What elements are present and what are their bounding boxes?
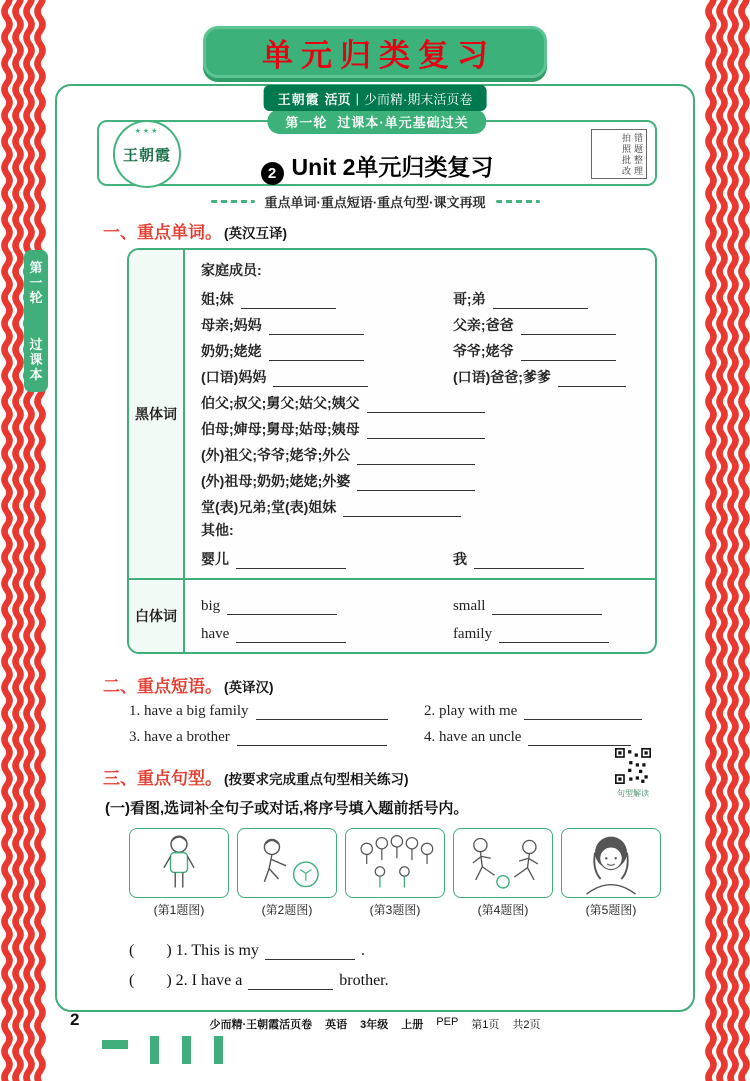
word-full-row	[201, 491, 643, 517]
word-full-row	[201, 413, 643, 439]
en-term: small	[452, 598, 486, 614]
brand-logo-text: 王朝霞	[122, 146, 171, 164]
word-pair-row	[201, 587, 643, 615]
cn-term: 伯母;婶母;舅母;姑母;姨母	[201, 421, 360, 437]
binding-mark	[102, 1040, 128, 1049]
section2	[103, 672, 659, 746]
picture-box-2	[237, 828, 337, 898]
contents-subtitle	[57, 192, 693, 211]
unit-title	[99, 149, 655, 185]
unit-title-text: Unit 2单元归类复习	[291, 154, 494, 180]
picture-item-3	[345, 828, 445, 918]
cn-term: (外)祖母;奶奶;姥姥;外婆	[201, 473, 351, 489]
answer-blank	[499, 628, 609, 643]
phrase-item	[129, 729, 424, 746]
word-pair-row	[201, 543, 643, 569]
exercise-instruction: (一)看图,选词补全句子或对话,将序号填入题前括号内。	[105, 800, 469, 817]
footer-volume: 上册	[401, 1019, 424, 1031]
picture-row	[129, 828, 659, 918]
unit-header	[97, 115, 657, 186]
squiggle-icon	[496, 200, 540, 203]
picture-caption: (第3题图)	[369, 903, 421, 917]
answer-blank	[343, 502, 461, 517]
question-1-tail: .	[360, 942, 365, 959]
answer-blank	[241, 294, 336, 309]
contents-subtitle-text: 重点单词·重点短语·重点句型·课文再现	[264, 195, 486, 210]
footer-series: 少而精·王朝霞活页卷	[209, 1019, 313, 1031]
stars-icon: ★★★	[134, 128, 160, 135]
bold-words-row	[129, 250, 655, 578]
picture-caption: (第1题图)	[153, 903, 205, 917]
picture-caption: (第2题图)	[261, 903, 313, 917]
worksheet-content	[103, 218, 659, 990]
section1-heading	[103, 218, 659, 243]
word-full-row	[201, 439, 643, 465]
qr-code-label: 句型解读	[617, 789, 649, 798]
cn-term: 母亲;妈妈	[201, 317, 262, 333]
footer-edition: PEP	[436, 1016, 459, 1028]
word-full-row	[201, 465, 643, 491]
phrase-text: 3. have a brother	[129, 729, 230, 745]
footer-subject: 英语	[325, 1019, 348, 1031]
cn-term: 奶奶;姥姥	[201, 343, 262, 359]
answer-blank	[528, 731, 631, 746]
phrase-list	[129, 703, 659, 746]
cn-term: 婴儿	[201, 551, 229, 567]
answer-blank	[492, 600, 602, 615]
left-wavy-border-decoration	[0, 0, 46, 1081]
cn-term: 父亲;爸爸	[452, 317, 514, 333]
en-term: have	[201, 626, 230, 642]
cn-term: (口语)爸爸;爹爹	[452, 369, 551, 385]
answer-blank	[367, 398, 485, 413]
brand-name: 王朝霞	[277, 91, 320, 107]
answer-blank	[521, 320, 616, 335]
answer-blank	[524, 705, 642, 720]
footer-grade: 3年级	[360, 1019, 389, 1031]
brand-tag: 活页	[324, 91, 351, 107]
round-pill-left: 第一轮	[285, 115, 328, 130]
question-2	[129, 960, 659, 990]
answer-blank	[256, 705, 388, 720]
photo-correction-box	[591, 129, 647, 179]
cn-term: 我	[452, 551, 467, 567]
answer-blank	[236, 554, 346, 569]
answer-blank	[269, 346, 364, 361]
answer-blank	[248, 975, 333, 990]
answer-blank	[227, 600, 337, 615]
page-main-title: 单元归类复习	[262, 37, 496, 73]
side-tab-round1	[24, 250, 48, 392]
answer-blank	[265, 945, 355, 960]
photo-blank-area	[592, 130, 622, 178]
phrase-text: 1. have a big family	[129, 703, 249, 719]
word-pair-row	[201, 335, 643, 361]
binding-mark	[182, 1036, 191, 1064]
phrase-text: 4. have an uncle	[424, 729, 522, 745]
page-number: 2	[70, 1010, 80, 1029]
word-pair-row	[201, 283, 643, 309]
footer-line	[60, 1016, 690, 1032]
answer-bracket: ( )	[129, 972, 172, 989]
phrase-text: 2. play with me	[424, 703, 518, 719]
wrong-question-label: 错题整理	[634, 133, 644, 176]
section2-note: (英译汉)	[224, 680, 274, 695]
side-tab-line2: 过课本	[29, 337, 43, 382]
answer-blank	[558, 372, 626, 387]
brand-logo	[113, 120, 181, 188]
light-words-cell	[185, 580, 655, 652]
series-name: 少而精·期末活页卷	[364, 91, 473, 107]
page-frame	[55, 84, 695, 1012]
answer-blank	[237, 731, 387, 746]
picture-item-1	[129, 828, 229, 918]
group-title-family: 家庭成员:	[201, 262, 262, 278]
binding-mark	[214, 1036, 223, 1064]
answer-blank	[357, 476, 475, 491]
section2-heading	[103, 672, 659, 697]
kids-playing-soccer-illustration	[454, 828, 552, 898]
cn-term: 姐;妹	[201, 291, 234, 307]
row-label-bold-words: 黑体词	[129, 250, 185, 578]
round-pill-right: 过课本·单元基础过关	[337, 115, 469, 130]
group-title-other: 其他:	[201, 522, 234, 538]
boy-with-ball-illustration	[238, 828, 336, 898]
cn-term: 爷爷;姥爷	[452, 343, 514, 359]
cn-term: 哥;弟	[452, 291, 486, 307]
en-term: family	[452, 626, 493, 642]
answer-blank	[521, 346, 616, 361]
picture-caption: (第4题图)	[477, 903, 529, 917]
phrase-item	[129, 703, 424, 720]
family-group-illustration	[346, 828, 444, 898]
fill-in-questions	[129, 930, 659, 990]
footer-page-info: 第1页	[471, 1019, 500, 1031]
question-1	[129, 930, 659, 960]
section3	[103, 764, 659, 798]
section3-title: 三、重点句型。	[103, 769, 222, 788]
picture-box-3	[345, 828, 445, 898]
top-banner	[203, 26, 547, 78]
cn-term: (口语)妈妈	[201, 369, 267, 385]
answer-bracket: ( )	[129, 942, 172, 959]
picture-box-5	[561, 828, 661, 898]
cn-term: 伯父;叔父;舅父;姑父;姨父	[201, 395, 360, 411]
cn-term: (外)祖父;爷爷;姥爷;外公	[201, 447, 351, 463]
picture-item-4	[453, 828, 553, 918]
phrase-item	[424, 703, 659, 720]
word-pair-row	[201, 615, 643, 643]
section1-note: (英汉互译)	[224, 226, 287, 241]
brand-strip	[264, 85, 487, 111]
woman-portrait-illustration	[562, 828, 660, 898]
section3-heading	[103, 764, 659, 789]
answer-blank	[273, 372, 368, 387]
phrase-item	[424, 729, 659, 746]
unit-number-badge: 2	[261, 162, 284, 185]
answer-blank	[474, 554, 584, 569]
picture-item-2	[237, 828, 337, 918]
picture-box-4	[453, 828, 553, 898]
question-2-tail: brother.	[339, 972, 389, 989]
answer-blank	[357, 450, 475, 465]
bold-words-cell	[185, 250, 655, 578]
section2-title: 二、重点短语。	[103, 677, 222, 696]
picture-caption: (第5题图)	[585, 903, 637, 917]
separator: |	[355, 90, 360, 106]
right-wavy-border-decoration	[704, 0, 750, 1081]
answer-blank	[236, 628, 346, 643]
picture-box-1	[129, 828, 229, 898]
light-words-row	[129, 578, 655, 652]
boy-standing-illustration	[130, 828, 228, 898]
en-term: big	[201, 598, 221, 614]
section3-note: (按要求完成重点句型相关练习)	[224, 772, 409, 787]
word-pair-row	[201, 309, 643, 335]
footer-total-pages: 共2页	[512, 1019, 541, 1031]
word-pair-row	[201, 361, 643, 387]
side-tab-line1: 第一轮	[29, 260, 43, 305]
qr-code-block	[609, 748, 657, 799]
cn-term: 堂(表)兄弟;堂(表)姐妹	[201, 499, 337, 515]
answer-blank	[269, 320, 364, 335]
answer-blank	[493, 294, 588, 309]
squiggle-icon	[211, 200, 255, 203]
round-pill	[267, 109, 486, 134]
question-2-text: 2. I have a	[175, 972, 243, 989]
word-full-row	[201, 387, 643, 413]
question-1-text: 1. This is my	[175, 942, 259, 959]
picture-item-5	[561, 828, 661, 918]
binding-mark	[150, 1036, 159, 1064]
section1-title: 一、重点单词。	[103, 223, 222, 242]
photo-correction-label: 拍照批改	[622, 133, 632, 176]
qr-code-icon	[615, 748, 651, 784]
answer-blank	[367, 424, 485, 439]
row-label-light-words: 白体词	[129, 580, 185, 652]
key-words-table	[127, 248, 657, 654]
